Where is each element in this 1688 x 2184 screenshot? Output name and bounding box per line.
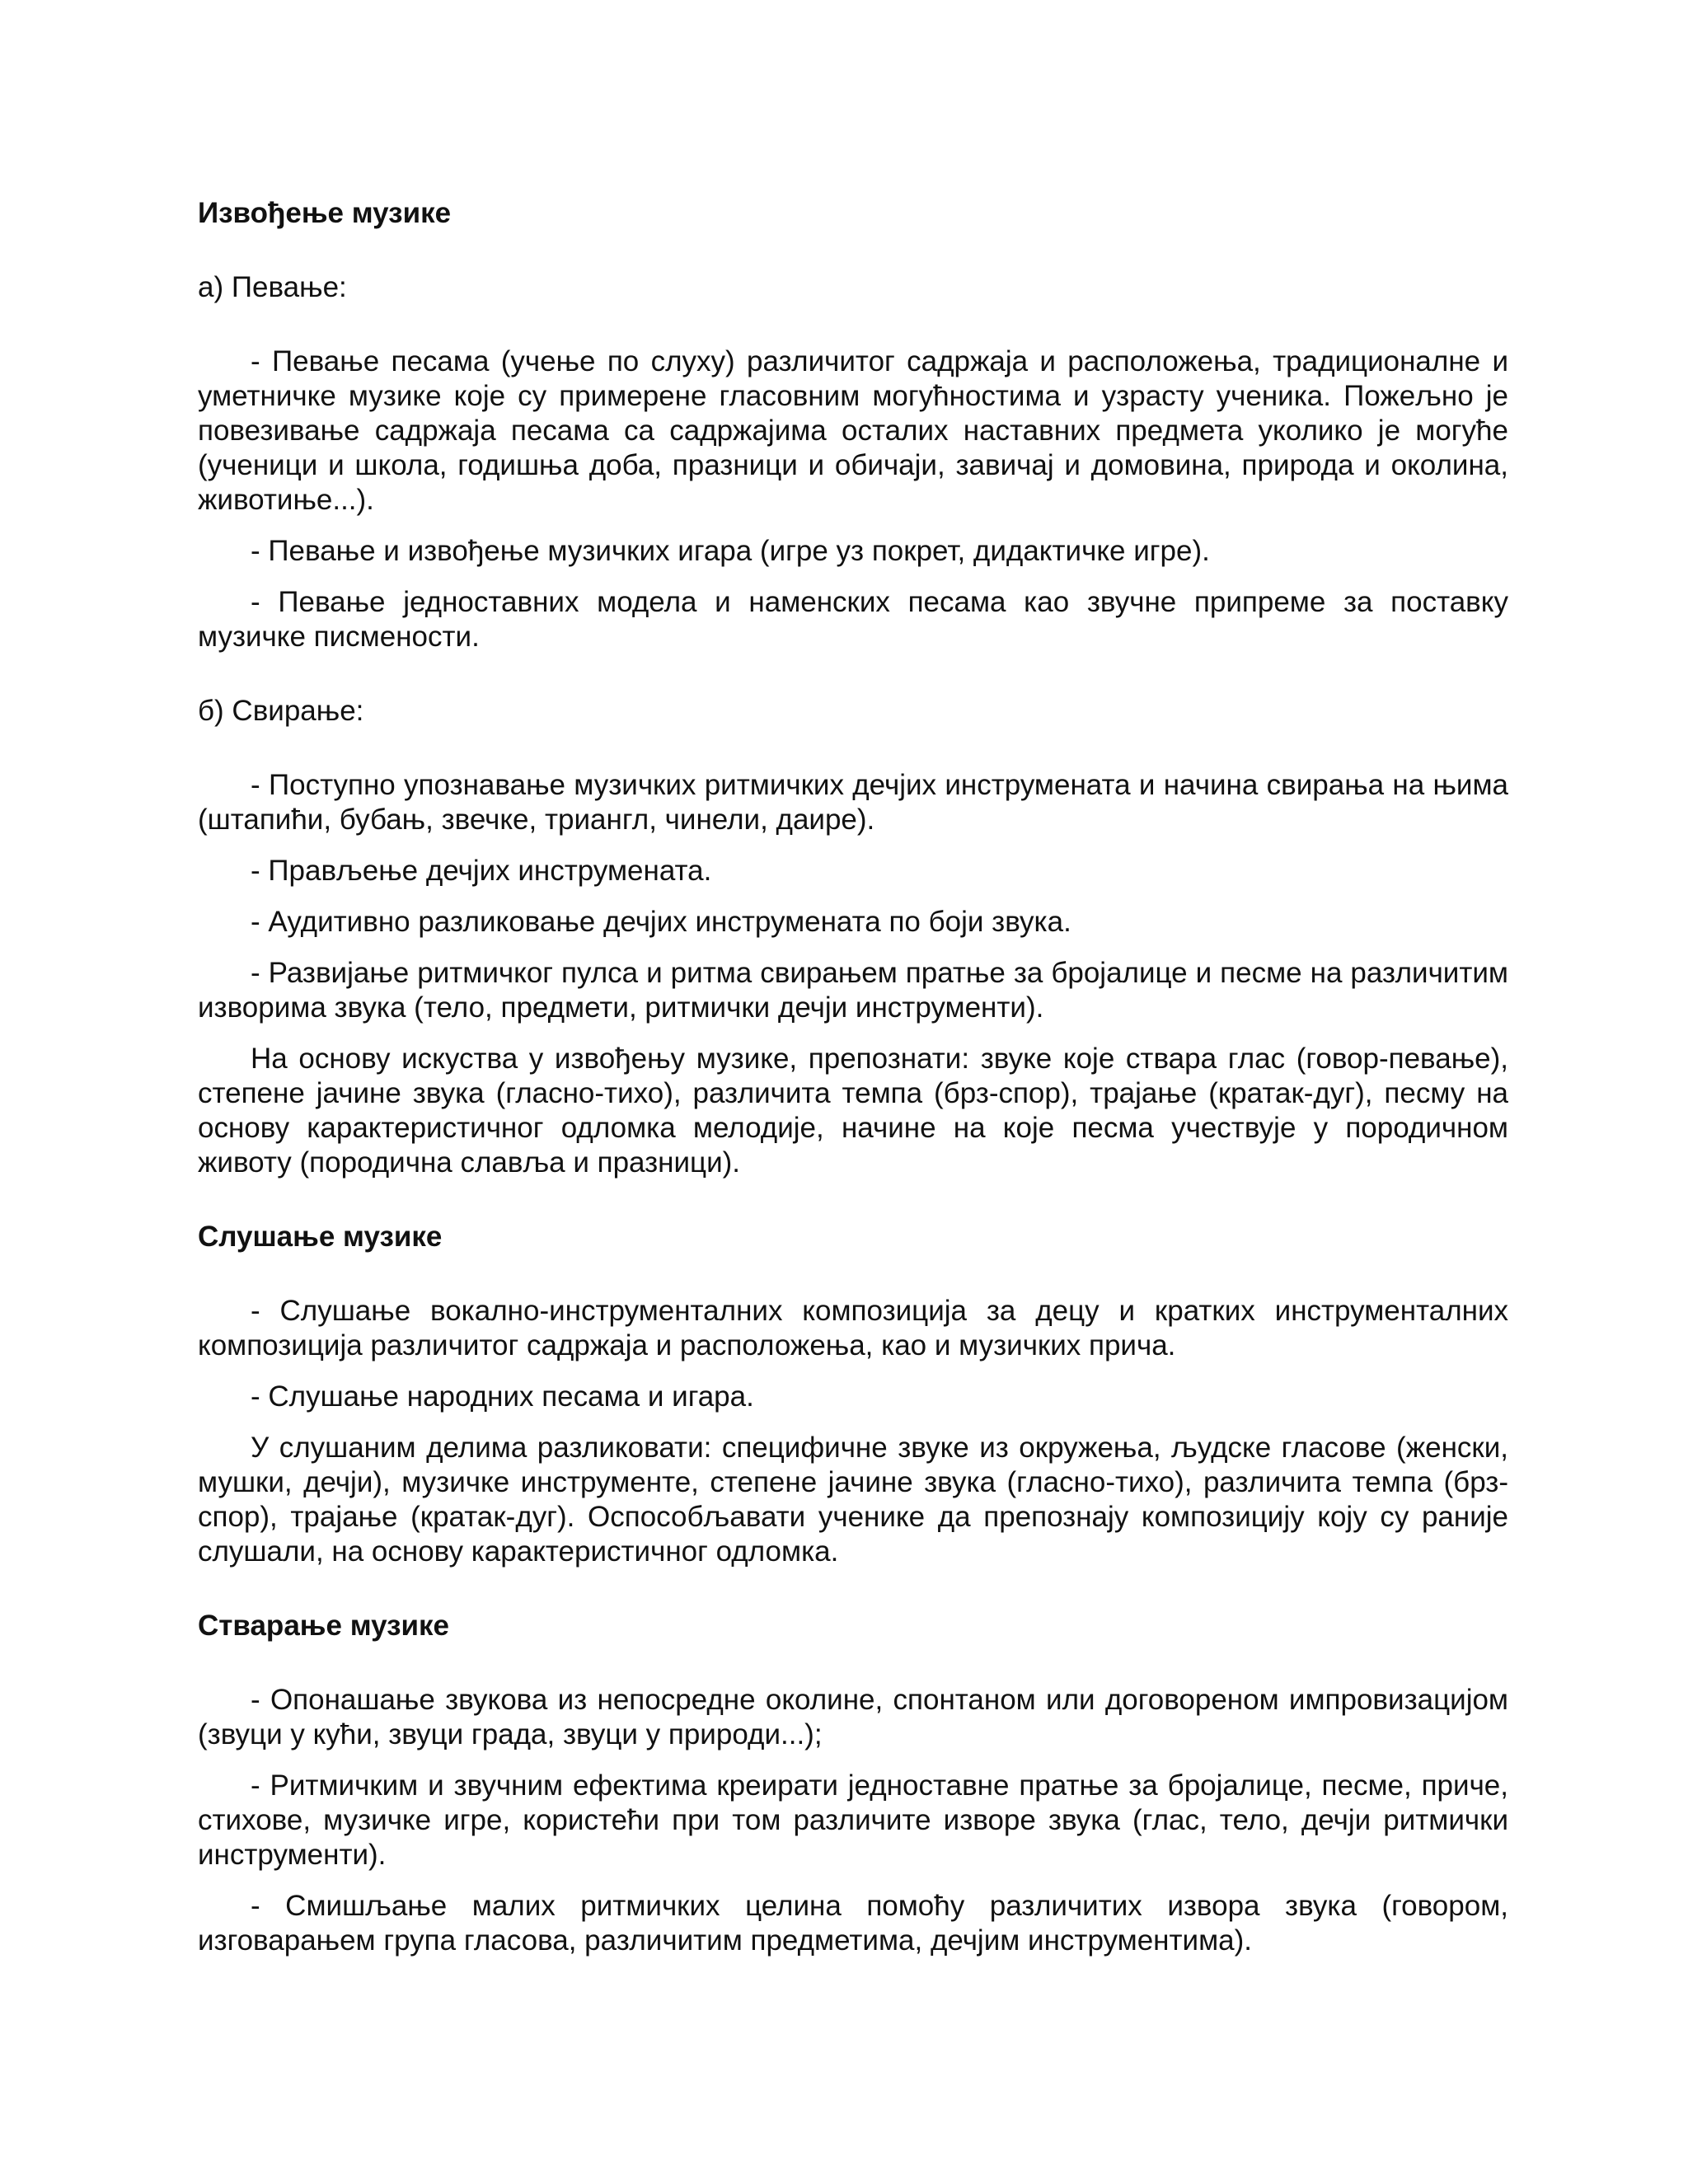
subsection-label: б) Свирање:: [198, 695, 364, 727]
paragraph: На основу искуства у извођењу музике, препознати: звуке које ствара глас (говор-певање), степене јачине звука (гласно-тихо), различита темпа (брз-спор), трајање (кратак-дуг), песму на основу карактеристичног одломка мелодије, начине на које песма учествује у породичном животу (породична славља и празници).: [198, 1043, 1508, 1179]
paragraph: - Певање и извођење музичких игара (игре уз покрет, дидактичке игре).: [251, 535, 1210, 567]
section-heading: Стварање музике: [198, 1610, 450, 1642]
paragraph: - Певање песама (учење по слуху) различитог садржаја и расположења, традиционалне и уметничке музике које су примерене гласовним могућностима и узрасту ученика. Пожељно је повезивање садржаја песама са садржајима осталих наставних предмета уколико је могуће (ученици и школа, годишња доба, празници и обичаји, завичај и домовина, природа и околина, животиње...).: [198, 345, 1508, 516]
paragraph: - Певање једноставних модела и наменских песама као звучне припреме за поставку музичке писмености.: [198, 586, 1508, 653]
subsection-playing: [198, 694, 1508, 1180]
paragraph: У слушаним делима разликовати: специфичне звуке из окружења, људске гласове (женски, мушки, дечји), музичке инструменте, степене јачине звука (гласно-тихо), различита темпа (брз-спор), трајање (кратак-дуг). Оспособљавати ученике да препознају композицију коју су раније слушали, на основу карактеристичног одломка.: [198, 1432, 1508, 1568]
paragraph: - Смишљање малих ритмичких целина помоћу различитих извора звука (говором, изговарањем група гласова, различитим предметима, дечјим инструментима).: [198, 1890, 1508, 1957]
paragraph: - Аудитивно разликовање дечјих инструмената по боји звука.: [251, 906, 1071, 938]
section-music-creation: [198, 1609, 1508, 1958]
section-music-listening: [198, 1220, 1508, 1569]
document-page: [198, 196, 1508, 1958]
section-heading: Извођење музике: [198, 197, 452, 229]
section-music-performance: [198, 196, 1508, 1180]
paragraph: - Развијање ритмичког пулса и ритма свирањем пратње за бројалице и песме на различитим изворима звука (тело, предмети, ритмички дечји инструменти).: [198, 957, 1508, 1024]
paragraph: - Ритмичким и звучним ефектима креирати једноставне пратње за бројалице, песме, приче, стихове, музичке игре, користећи при том различите изворе звука (глас, тело, дечји ритмички инструменти).: [198, 1769, 1508, 1871]
paragraph: - Слушање вокално-инструменталних композиција за децу и кратких инструменталних композиција различитог садржаја и расположења, као и музичких прича.: [198, 1295, 1508, 1361]
subsection-label: а) Певање:: [198, 271, 347, 303]
paragraph: - Поступно упознавање музичких ритмичких дечјих инструмената и начина свирања на њима (штапићи, бубањ, звечке, триангл, чинели, даире).: [198, 769, 1508, 836]
subsection-singing: [198, 270, 1508, 654]
section-heading: Слушање музике: [198, 1221, 443, 1253]
paragraph: - Опонашање звукова из непосредне околине, спонтаном или договореном импровизацијом (звуци у кући, звуци града, звуци у природи...);: [198, 1684, 1508, 1750]
paragraph: - Слушање народних песама и игара.: [251, 1380, 754, 1413]
paragraph: - Прављење дечјих инструмената.: [251, 855, 712, 887]
